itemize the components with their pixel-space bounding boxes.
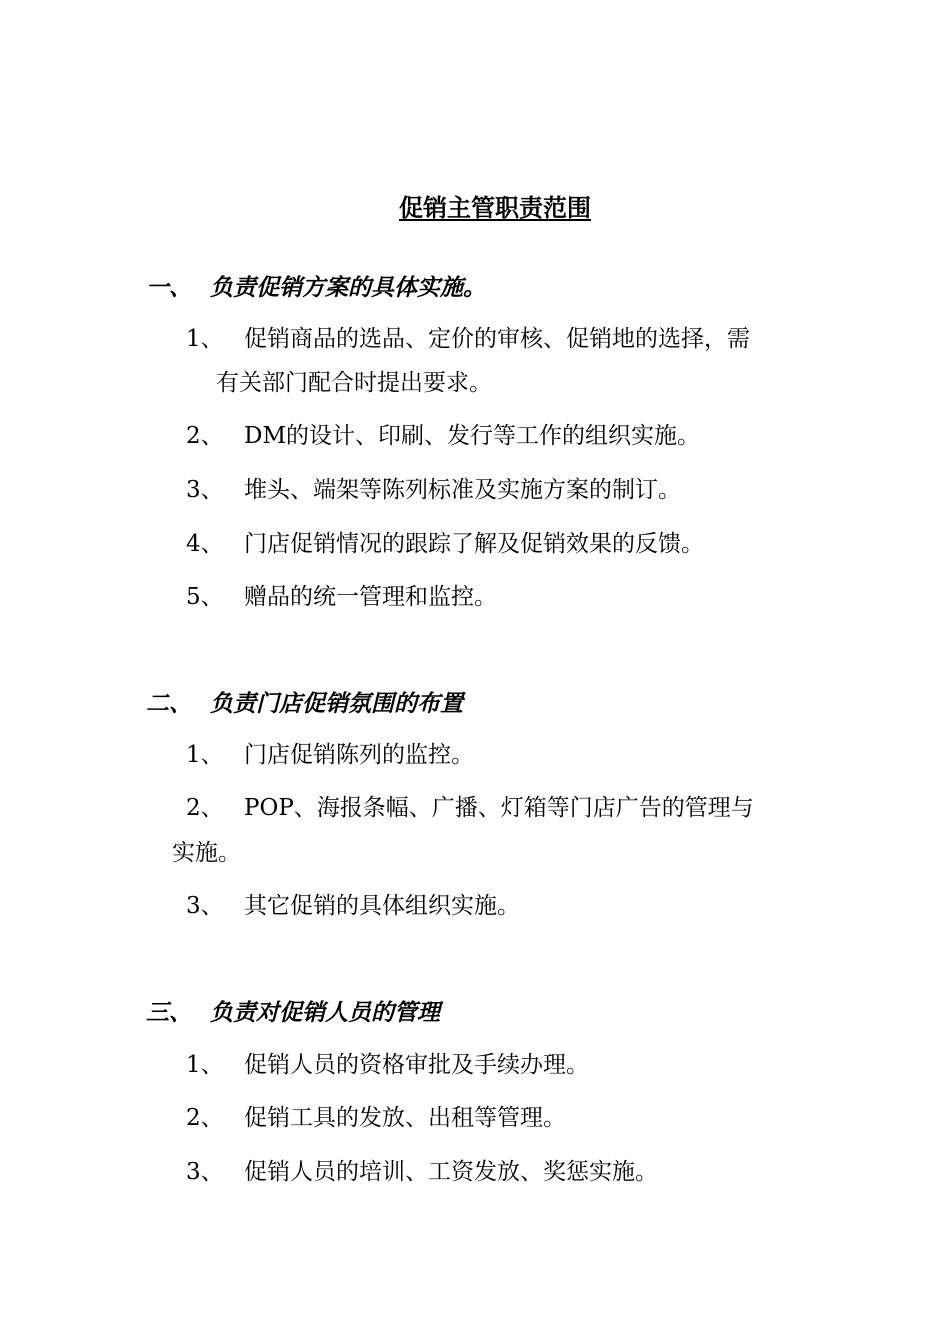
item-text: 门店促销陈列的监控。: [244, 742, 474, 768]
item-number: 2、: [186, 795, 224, 821]
item-number: 3、: [186, 1159, 224, 1185]
item-text: 门店促销情况的跟踪了解及促销效果的反馈。: [244, 531, 704, 557]
section-title: 负责对促销人员的管理: [210, 1000, 440, 1026]
section-number: 二、: [146, 691, 192, 717]
item-number: 3、: [186, 477, 224, 503]
item-number: 3、: [186, 893, 224, 919]
list-item: [186, 317, 750, 362]
list-item: [186, 414, 700, 459]
item-number: 4、: [186, 531, 224, 557]
item-text: 促销人员的资格审批及手续办理。: [244, 1052, 589, 1078]
list-item: [186, 1150, 658, 1195]
item-number: 2、: [186, 1105, 224, 1131]
item-number: 1、: [186, 326, 224, 352]
list-item: [186, 884, 520, 929]
list-item: [186, 786, 754, 831]
item-text: 促销人员的培训、工资发放、奖惩实施。: [244, 1159, 658, 1185]
list-item: [186, 575, 497, 620]
list-item: [186, 522, 704, 567]
section-number: 三、: [146, 1000, 192, 1026]
item-text: 其它促销的具体组织实施。: [244, 893, 520, 919]
item-text: 促销商品的选品、定价的审核、促销地的选择，需: [244, 326, 750, 352]
item-text: 促销工具的发放、出租等管理。: [244, 1105, 566, 1131]
section-heading-1: [146, 272, 486, 304]
item-number: 1、: [186, 1052, 224, 1078]
section-title: 负责门店促销氛围的布置: [210, 691, 463, 717]
list-item: [186, 468, 681, 513]
item-number: 2、: [186, 423, 224, 449]
item-continuation: 实施。: [172, 840, 241, 866]
item-text: DM的设计、印刷、发行等工作的组织实施。: [244, 423, 700, 449]
list-item: [186, 1043, 589, 1088]
page-title: 促销主管职责范围: [399, 194, 591, 222]
section-number: 一、: [146, 275, 192, 301]
item-number: 5、: [186, 584, 224, 610]
item-number: 1、: [186, 742, 224, 768]
item-continuation: 有关部门配合时提出要求。: [216, 370, 492, 396]
list-item: [186, 733, 474, 778]
item-text: 赠品的统一管理和监控。: [244, 584, 497, 610]
item-text: POP、海报条幅、广播、灯箱等门店广告的管理与: [244, 795, 754, 821]
section-heading-2: [146, 688, 463, 720]
list-item: [186, 1096, 566, 1141]
item-text: 堆头、端架等陈列标准及实施方案的制订。: [244, 477, 681, 503]
section-title: 负责促销方案的具体实施。: [210, 275, 486, 301]
section-heading-3: [146, 997, 440, 1029]
